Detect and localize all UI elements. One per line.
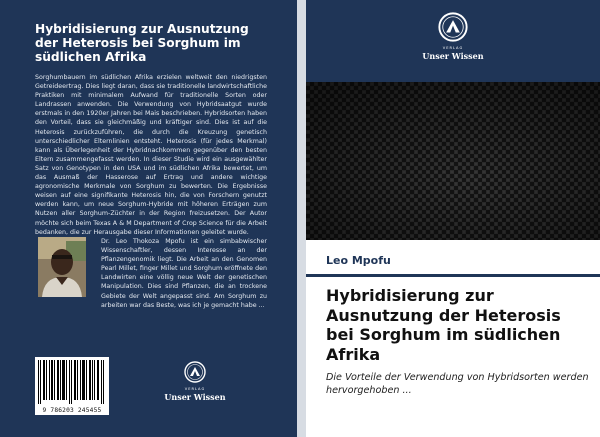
back-cover (0, 0, 297, 437)
back-publisher-name: Unser Wissen (164, 392, 226, 402)
front-publisher-name: Unser Wissen (422, 51, 484, 61)
back-cover-title: Hybridisierung zur Ausnutzung der Heterosis bei Sorghum im südlichen Afrika (35, 22, 249, 64)
carbon-fiber-image (306, 82, 600, 240)
publisher-logo-icon (438, 12, 468, 42)
back-cover-blurb: Sorghumbauern im südlichen Afrika erzielen weltweit den niedrigsten Getreideertrag. Dies liegt daran, dass sie traditionelle landwirtschaftliche Praktiken mit minimalem Aufwand für traditionelle Sorten oder Landrassen anwenden. Die Verwendung von Hybridsaatgut wurde erstmals in den 1920er Jahren bei Mais beschrieben. Hybridsorten haben den Vorteil, dass sie gleichmäßig und kräftiger sind. Dies ist auf die Heterosis zurückzuführen, die durch die Kreuzung genetisch unterschiedlicher Elternlinien entsteht. Heterosis (für jedes Merkmal) kann als Überlegenheit der Hybridnachkommen gegenüber den besten Eltern zusammengefasst werden. In dieser Studie wird ein ausgewählter Satz von Genotypen in den USA und im südlichen Afrika bewertet, um das Ausmaß der Hasserose auf Ertrag und andere wichtige agronomische Merkmale von Sorghum zu bewerten. Die Ergebnisse weisen auf eine signifikante Heterosis hin, die von Forschern genutzt werden kann, um neue Sorghum-Hybride mit höheren Erträgen zum Nutzen aller Sorghum-Züchter in der Region freizusetzen. Der Autor möchte sich beim Texas A & M Department of Crop Science für die Arbeit bedanken, die zur Herausgabe dieser Informationen geleitet wurde. (35, 74, 267, 236)
barcode (35, 357, 109, 415)
back-publisher-tagline: VERLAG (184, 387, 206, 391)
front-subtitle: Die Vorteile der Verwendung von Hybridsorten werden hervorgehoben ... (326, 372, 589, 396)
front-cover (306, 0, 600, 437)
author-bio: Dr. Leo Thokoza Mpofu ist ein simbabwischer Wissenschaftler, dessen Interesse an der Pflanzengenomik liegt. Die Arbeit an den Genomen Pearl Millet, finger Millet und Sorghum eröffnete den Landwirten eine völlig neue Welt der genetischen Manipulation. Dies sind Pflanzen, die an trockene Gebiete der Welt angepasst sind. Am Sorghum zu arbeiten war das Beste, was ich je gemacht habe ... (101, 238, 267, 309)
front-top-band (306, 0, 600, 82)
author-photo (38, 237, 86, 297)
back-publisher-logo (160, 361, 230, 405)
barcode-number: 9 786203 245455 (42, 407, 102, 414)
front-title: Hybridisierung zur Ausnutzung der Heterosis bei Sorghum im südlichen Afrika (326, 286, 561, 364)
barcode-icon (35, 357, 109, 407)
front-divider (306, 274, 600, 277)
book-spine (297, 0, 306, 437)
front-publisher-logo (413, 12, 493, 70)
front-author-name: Leo Mpofu (326, 254, 391, 267)
publisher-logo-icon (184, 361, 206, 383)
front-publisher-tagline: VERLAG (442, 46, 464, 50)
